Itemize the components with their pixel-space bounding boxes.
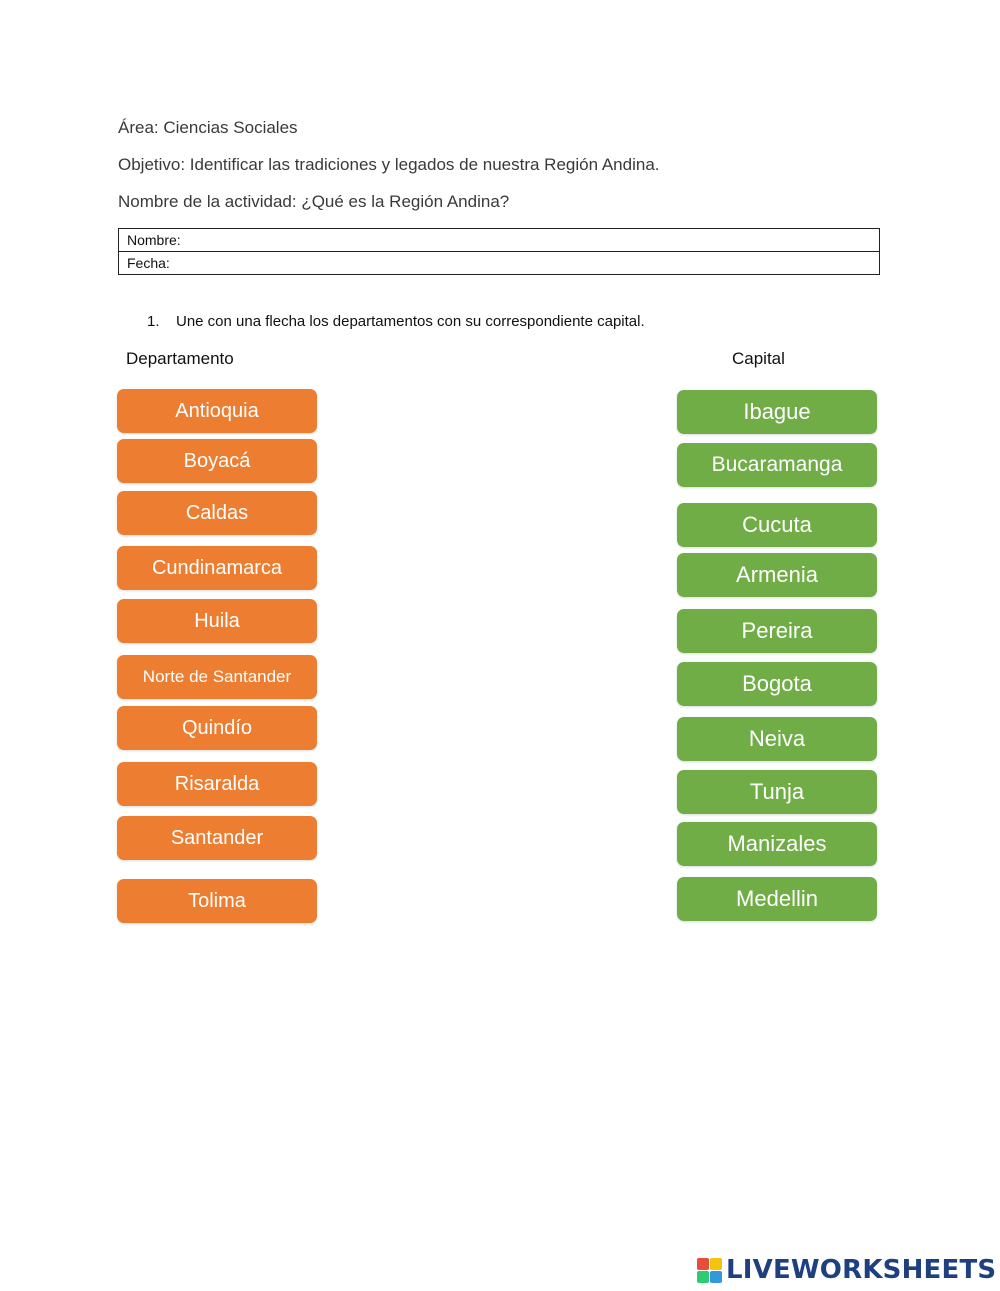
capital-armenia[interactable]: Armenia [677,553,877,597]
liveworksheets-logo[interactable] [697,1254,996,1286]
departamento-norte-de-santander[interactable]: Norte de Santander [117,655,317,699]
fecha-row[interactable]: Fecha: [119,251,879,274]
capital-tunja[interactable]: Tunja [677,770,877,814]
departamento-caldas[interactable]: Caldas [117,491,317,535]
student-info-table [118,228,880,275]
capital-pereira[interactable]: Pereira [677,609,877,653]
capital-heading: Capital [732,349,785,368]
capital-ibague[interactable]: Ibague [677,390,877,434]
capital-bucaramanga[interactable]: Bucaramanga [677,443,877,487]
capital-neiva[interactable]: Neiva [677,717,877,761]
departamento-antioquia[interactable]: Antioquia [117,389,317,433]
departamento-huila[interactable]: Huila [117,599,317,643]
capital-bogota[interactable]: Bogota [677,662,877,706]
instruction-number: 1. [147,313,160,330]
departamento-heading: Departamento [126,349,234,368]
liveworksheets-logo-text: LIVEWORKSHEETS [726,1255,997,1285]
capital-cucuta[interactable]: Cucuta [677,503,877,547]
instruction-text: Une con una flecha los departamentos con su correspondiente capital. [176,313,645,330]
departamento-tolima[interactable]: Tolima [117,879,317,923]
instruction [147,313,645,330]
capital-medellin[interactable]: Medellin [677,877,877,921]
objective-label: Objetivo: Identificar las tradiciones y legados de nuestra Región Andina. [118,155,660,174]
area-label: Área: Ciencias Sociales [118,118,298,137]
liveworksheets-logo-icon [697,1258,722,1283]
departamento-cundinamarca[interactable]: Cundinamarca [117,546,317,590]
departamento-boyaca[interactable]: Boyacá [117,439,317,483]
departamento-quindio[interactable]: Quindío [117,706,317,750]
departamento-risaralda[interactable]: Risaralda [117,762,317,806]
activity-name-label: Nombre de la actividad: ¿Qué es la Región Andina? [118,192,510,211]
capital-manizales[interactable]: Manizales [677,822,877,866]
departamento-santander[interactable]: Santander [117,816,317,860]
nombre-row[interactable]: Nombre: [127,232,181,248]
